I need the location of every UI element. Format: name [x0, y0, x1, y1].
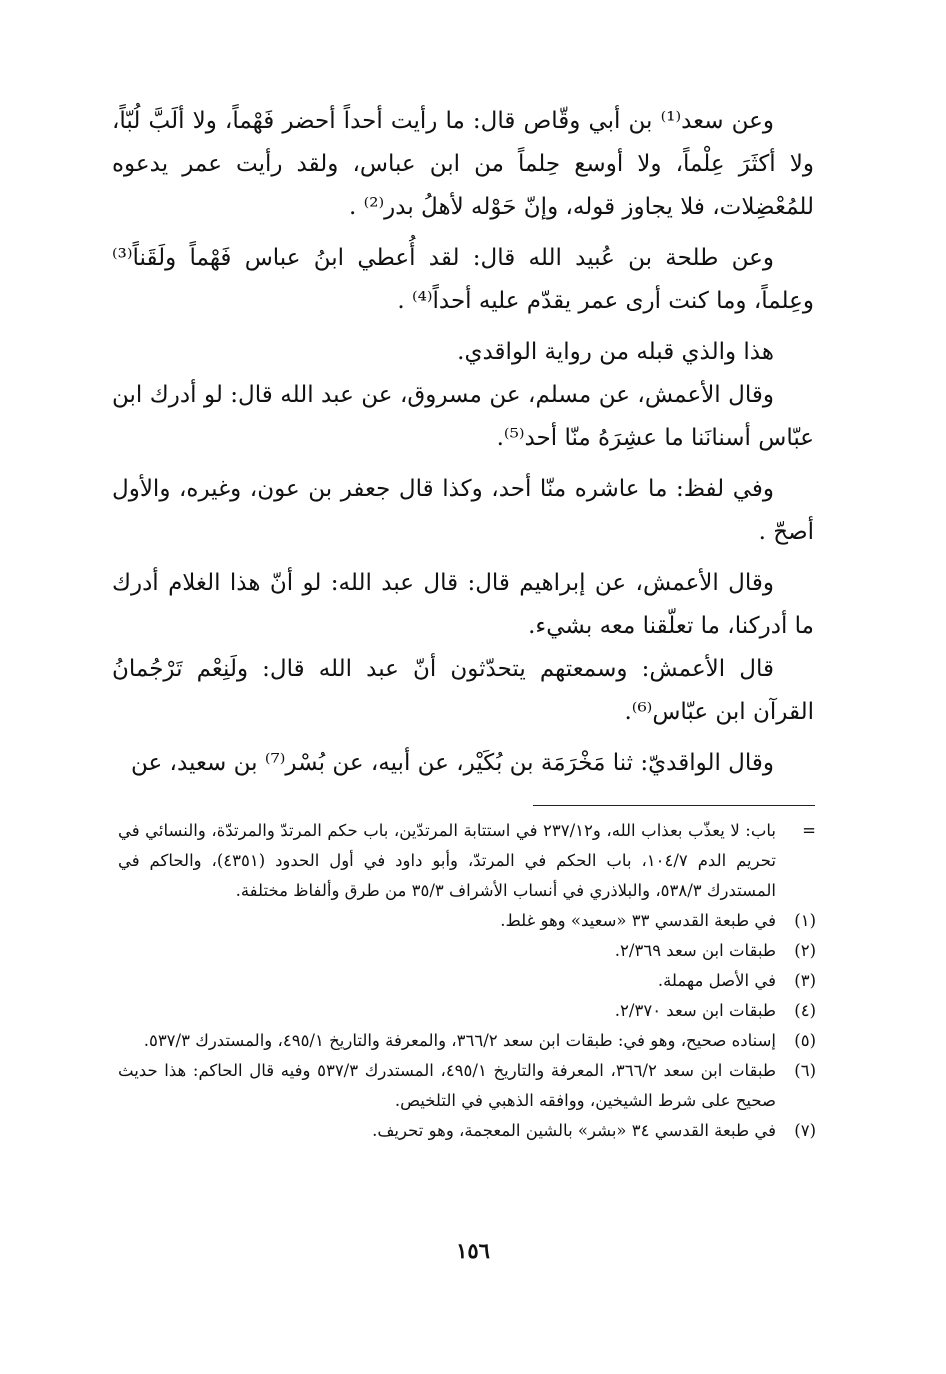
footnote-number: (١)	[794, 911, 816, 930]
footnotes-section	[118, 816, 816, 1146]
footnote-number: (٦)	[794, 1061, 816, 1080]
footnote-text: طبقات ابن سعد ٣٦٦/٢، المعرفة والتاريخ ٤٩٥/١، المستدرك ٥٣٧/٣ وفيه قال الحاكم: هذا حديث صحيح على شرط الشيخين، ووافقه الذهبي في التلخيص.	[118, 1061, 776, 1110]
footnote-number: (٤)	[794, 1001, 816, 1020]
paragraph-waqidi-chain: وقال الواقديّ: ثنا مَخْرَمَة بن بُكَيْر، عن أبيه، عن بُسْر⁽⁷⁾ بن سعيد، عن	[130, 750, 774, 776]
footnote-number: (٧)	[794, 1121, 816, 1140]
paragraph-amash-ibrahim: وقال الأعمش، عن إبراهيم قال: قال عبد الله: لو أنّ هذا الغلام أدرك ما أدركنا، ما تعلّقنا معه بشيء.	[112, 570, 814, 639]
footnote-text: طبقات ابن سعد ٢/٣٦٩.	[614, 941, 776, 960]
paragraph-waqidi-note: هذا والذي قبله من رواية الواقدي.	[457, 339, 774, 365]
footnote-item	[118, 906, 816, 936]
paragraph-talha: وعن طلحة بن عُبيد الله قال: لقد أُعطي ابنُ عباس فَهْماً ولَقَناً⁽³⁾ وعِلماً، وما كنت أرى عمر يقدّم عليه أحداً⁽⁴⁾ .	[112, 245, 814, 314]
footnote-item	[118, 1026, 816, 1056]
footnote-item	[118, 1056, 816, 1116]
footnote-continuation-text: باب: لا يعذّب بعذاب الله، و٢٣٧/١٢ في استتابة المرتدّين، باب حكم المرتدّ والمرتدّة، والنسائي في تحريم الدم ١٠٤/٧، باب الحكم في المرتدّ، وأبو داود في أول الحدود (٤٣٥١)، والحاكم في المستدرك ٥٣٨/٣، والبلاذري في أنساب الأشراف ٣٥/٣ من طرق وألفاظ مختلفة.	[118, 821, 777, 900]
footnote-continuation-mark: =	[802, 821, 816, 840]
main-text-body	[112, 100, 814, 793]
footnote-number: (٢)	[794, 941, 816, 960]
footnote-item	[118, 996, 816, 1026]
footnote-item	[118, 966, 816, 996]
paragraph-other-wording: وفي لفظ: ما عاشره منّا أحد، وكذا قال جعفر بن عون، وغيره، والأول أصحّ .	[112, 476, 814, 545]
footnote-number: (٣)	[794, 971, 816, 990]
footnote-text: طبقات ابن سعد ٢/٣٧٠.	[614, 1001, 776, 1020]
footnote-text: إسناده صحيح، وهو في: طبقات ابن سعد ٣٦٦/٢، والمعرفة والتاريخ ٤٩٥/١، والمستدرك ٥٣٧/٣.	[143, 1031, 776, 1050]
paragraph-saad: وعن سعد⁽¹⁾ بن أبي وقّاص قال: ما رأيت أحداً أحضر فَهْماً، ولا ألَبَّ لُبّاً، ولا أكثَرَ عِلْماً، ولا أوسع حِلماً من ابن عباس، ولقد رأيت عمر يدعوه للمُعْضِلات، فلا يجاوز قوله، وإنّ حَوْله لأهلُ بدر⁽²⁾ .	[112, 108, 814, 220]
footnote-number: (٥)	[794, 1031, 816, 1050]
paragraph-tarjuman: قال الأعمش: وسمعتهم يتحدّثون أنّ عبد الله قال: ولَنِعْم تَرْجُمانُ القرآن ابن عبّاس⁽⁶⁾.	[112, 656, 814, 725]
footnote-item	[118, 936, 816, 966]
footnote-text: في الأصل مهملة.	[657, 971, 776, 990]
paragraph-amash-masruq: وقال الأعمش، عن مسلم، عن مسروق، عن عبد الله قال: لو أدرك ابن عبّاس أسنانَنا ما عشِرَهُ منّا أحد⁽⁵⁾.	[112, 382, 814, 451]
footnote-text: في طبعة القدسي ٣٣ «سعيد» وهو غلط.	[500, 911, 776, 930]
page-number: ١٥٦	[456, 1238, 490, 1263]
footnote-item	[118, 1116, 816, 1146]
footnote-continuation	[118, 816, 816, 906]
footnote-separator	[533, 805, 815, 806]
footnote-text: في طبعة القدسي ٣٤ «بشر» بالشين المعجمة، وهو تحريف.	[372, 1121, 776, 1140]
